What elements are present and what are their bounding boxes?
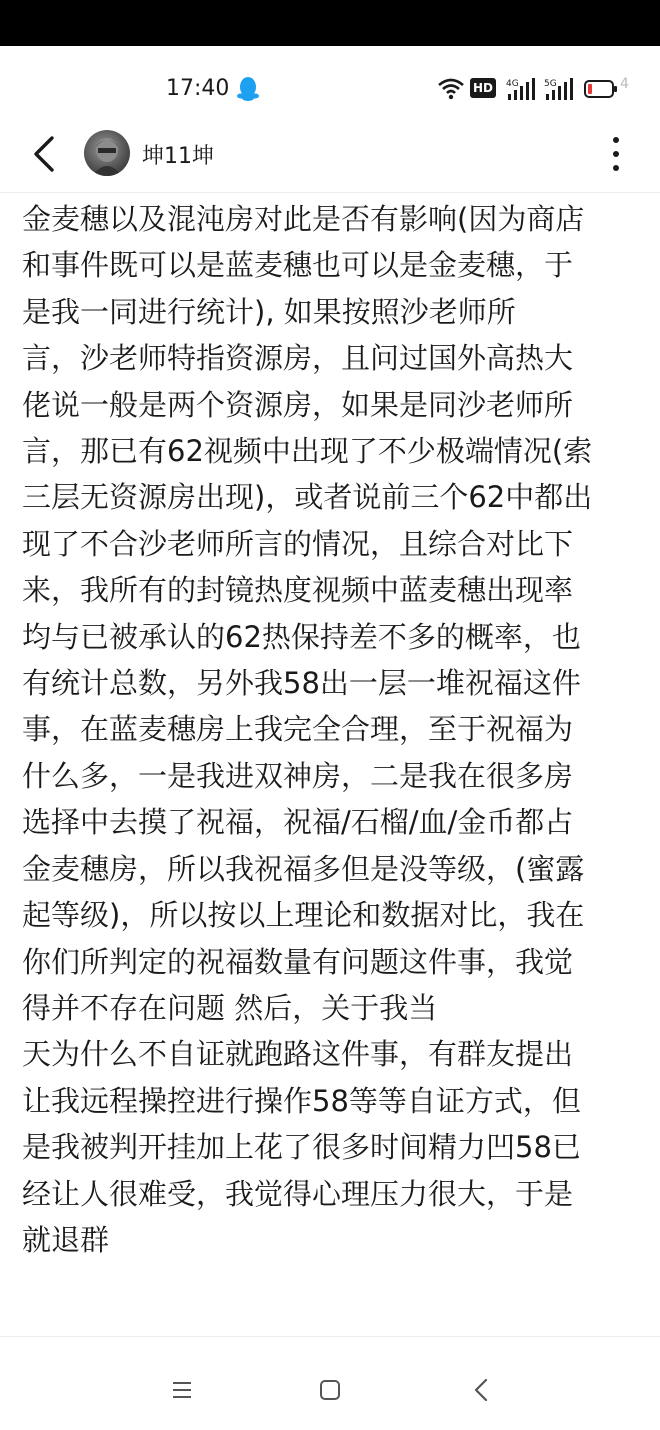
svg-text:5G: 5G — [544, 79, 557, 89]
status-bar — [0, 62, 660, 116]
top-black-bar — [0, 0, 660, 46]
signal-5g-icon — [544, 76, 574, 102]
back-arrow-icon[interactable] — [24, 132, 64, 176]
bottom-divider — [0, 1336, 660, 1337]
status-time: 17:40 — [166, 76, 230, 101]
post-body: 金麦穗以及混沌房对此是否有影响(因为商店 和事件既可以是蓝麦穗也可以是金麦穗，于 是我一同进行统计), 如果按照沙老师所 言，沙老师特指资源房，且问过国外高热大 佬说一般是两个资源房，如果是同沙老师所 言，那已有62视频中出现了不少极端情况(索 三层无资源房出现)，或者说前三个62中都出 现了不合沙老师所言的情况，且综合对比下 来，我所有的封镜热度视频中蓝麦穗出现率 均与已被承认的62热保持差不多的概率，也 有统计总数，另外我58出一层一堆祝福这件 事，在蓝麦穗房上我完全合理，至于祝福为 什么多，一是我进双神房，二是我在很多房 选择中去摸了祝福，祝福/石榴/血/金币都占 金麦穗房，所以我祝福多但是没等级，(蜜露 起等级)，所以按以上理论和数据对比，我在 你们所判定的祝福数量有问题这件事，我觉 得并不存在问题 然后，关于我当 天为什么不自证就跑路这件事，有群友提出 让我远程操控进行操作58等等自证方式，但 是我被判开挂加上花了很多时间精力凹58已 经让人很难受，我觉得心理压力很大，于是 就退群 — [22, 202, 593, 1257]
battery-level-text: 4 — [620, 76, 629, 92]
wifi-icon — [438, 78, 464, 100]
battery-icon — [584, 79, 618, 99]
more-options-icon[interactable] — [604, 132, 628, 176]
qq-penguin-icon — [236, 76, 260, 102]
signal-4g-icon — [506, 76, 536, 102]
avatar[interactable] — [84, 130, 130, 176]
system-nav-bar — [0, 1356, 660, 1426]
svg-text:4G: 4G — [506, 79, 519, 89]
home-icon[interactable] — [318, 1378, 342, 1402]
hd-voice-badge: HD — [470, 78, 496, 98]
chat-header — [0, 118, 660, 193]
recent-apps-icon[interactable] — [170, 1378, 194, 1402]
username[interactable]: 坤11坤 — [142, 144, 214, 169]
nav-back-icon[interactable] — [470, 1376, 494, 1404]
avatar-image — [84, 130, 130, 176]
